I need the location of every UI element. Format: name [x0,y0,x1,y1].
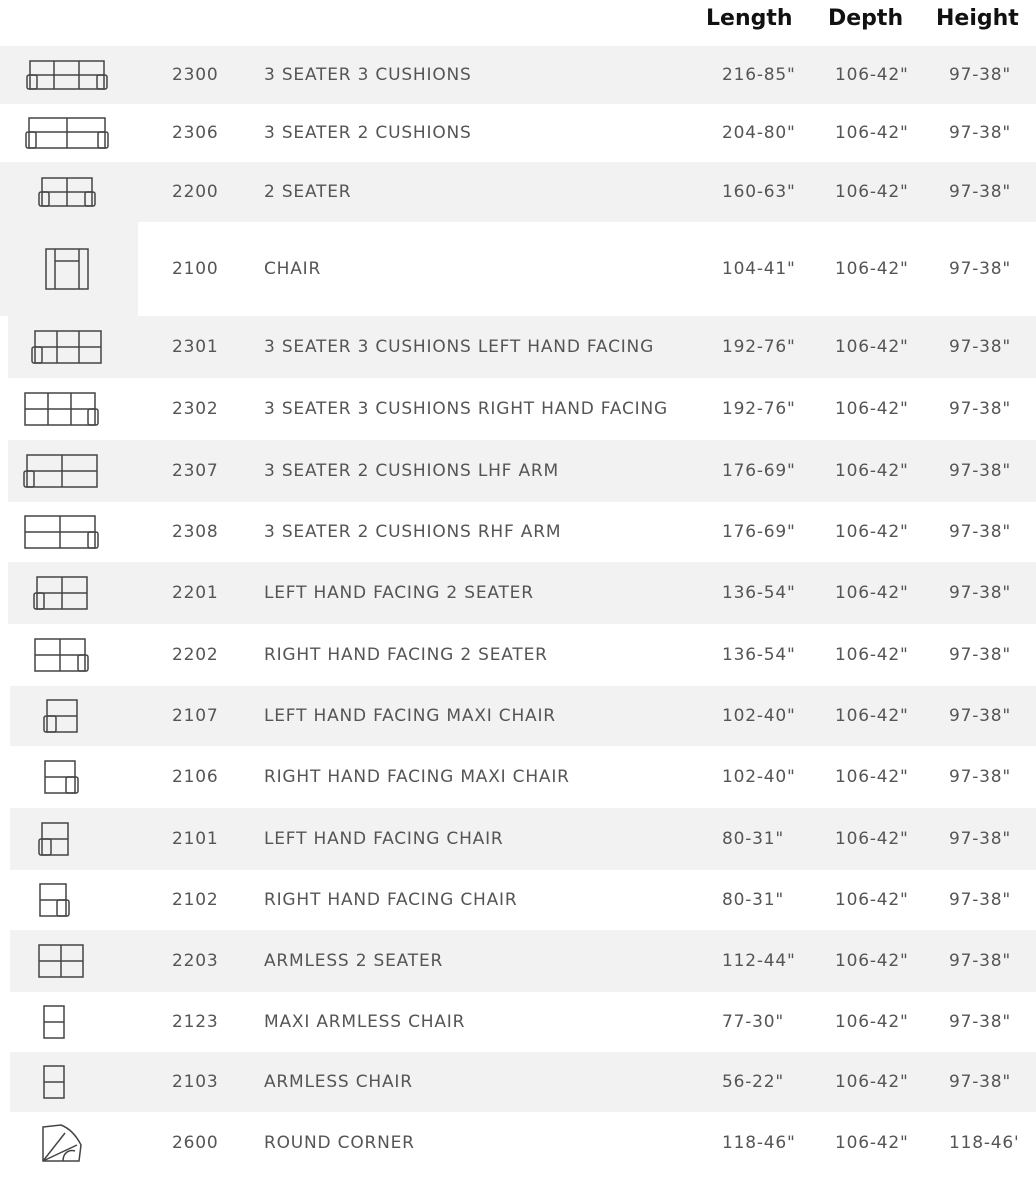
product-description: ARMLESS CHAIR [264,1072,413,1092]
product-code: 2103 [172,1072,219,1092]
product-code: 2301 [172,337,219,357]
depth-value: 106-42" [835,399,909,419]
table-row [0,378,1036,440]
product-code: 2202 [172,645,219,665]
product-code: 2308 [172,522,219,542]
length-value: 192-76" [722,399,796,419]
depth-value: 106-42" [835,829,909,849]
product-code: 2201 [172,583,219,603]
product-code: 2200 [172,182,219,202]
product-code: 2101 [172,829,219,849]
depth-value: 106-42" [835,461,909,481]
maxi-armless-chair-icon [14,992,94,1052]
header-height: Height [936,6,1019,31]
table-row [0,1052,1036,1112]
sofa-3-seater-lhf-icon [14,316,120,378]
height-value: 97-38" [949,829,1012,849]
height-value: 97-38" [949,337,1012,357]
height-value: 97-38" [949,123,1012,143]
product-description: 2 SEATER [264,182,352,202]
sofa-3-seater-2-cushions-rhf-icon [14,502,108,562]
product-description: LEFT HAND FACING 2 SEATER [264,583,534,603]
height-value: 97-38" [949,1012,1012,1032]
depth-value: 106-42" [835,951,909,971]
depth-value: 106-42" [835,65,909,85]
length-value: 216-85" [722,65,796,85]
table-row [0,162,1036,222]
table-header [0,0,1036,46]
sofa-2-seater-icon [14,162,120,222]
length-value: 104-41" [722,259,796,279]
height-value: 97-38" [949,182,1012,202]
chair-icon [14,222,120,316]
product-code: 2600 [172,1133,219,1153]
length-value: 102-40" [722,767,796,787]
product-description: LEFT HAND FACING CHAIR [264,829,504,849]
depth-value: 106-42" [835,1012,909,1032]
height-value: 118-46' [949,1133,1020,1153]
sofa-2-seater-lhf-icon [14,562,108,624]
product-description: CHAIR [264,259,322,279]
table-row [0,562,1036,624]
sofa-3-seater-2-cushions-icon [14,104,120,162]
depth-value: 106-42" [835,259,909,279]
sofa-2-seater-rhf-icon [14,624,108,686]
height-value: 97-38" [949,399,1012,419]
product-description: MAXI ARMLESS CHAIR [264,1012,466,1032]
depth-value: 106-42" [835,1072,909,1092]
round-corner-icon [14,1112,108,1174]
product-code: 2203 [172,951,219,971]
chair-lhf-icon [14,808,94,870]
height-value: 97-38" [949,951,1012,971]
armless-2-seater-icon [14,930,108,992]
product-code: 2123 [172,1012,219,1032]
height-value: 97-38" [949,65,1012,85]
length-value: 112-44" [722,951,796,971]
table-row [0,808,1036,870]
table-row [0,746,1036,808]
table-row [0,1112,1036,1174]
sofa-3-seater-rhf-icon [14,378,108,440]
length-value: 176-69" [722,461,796,481]
table-row [0,46,1036,104]
table-row [0,870,1036,930]
length-value: 118-46" [722,1133,796,1153]
length-value: 192-76" [722,337,796,357]
sofa-3-seater-3-cushions-icon [14,46,120,104]
product-description: 3 SEATER 3 CUSHIONS LEFT HAND FACING [264,337,655,357]
height-value: 97-38" [949,645,1012,665]
product-code: 2307 [172,461,219,481]
product-description: 3 SEATER 3 CUSHIONS [264,65,472,85]
depth-value: 106-42" [835,645,909,665]
product-description: 3 SEATER 3 CUSHIONS RIGHT HAND FACING [264,399,668,419]
depth-value: 106-42" [835,706,909,726]
height-value: 97-38" [949,461,1012,481]
length-value: 56-22" [722,1072,785,1092]
depth-value: 106-42" [835,583,909,603]
chair-rhf-icon [14,870,94,930]
length-value: 80-31" [722,890,785,910]
table-row [0,316,1036,378]
product-code: 2300 [172,65,219,85]
depth-value: 106-42" [835,337,909,357]
depth-value: 106-42" [835,123,909,143]
product-description: LEFT HAND FACING MAXI CHAIR [264,706,556,726]
maxi-chair-lhf-icon [14,686,108,746]
length-value: 102-40" [722,706,796,726]
armless-chair-icon [14,1052,94,1112]
product-description: 3 SEATER 2 CUSHIONS [264,123,472,143]
length-value: 160-63" [722,182,796,202]
height-value: 97-38" [949,767,1012,787]
table-row [0,686,1036,746]
height-value: 97-38" [949,890,1012,910]
product-code: 2302 [172,399,219,419]
product-code: 2106 [172,767,219,787]
table-row [0,992,1036,1052]
product-description: RIGHT HAND FACING CHAIR [264,890,518,910]
sofa-3-seater-2-cushions-lhf-icon [14,440,108,502]
product-code: 2107 [172,706,219,726]
height-value: 97-38" [949,1072,1012,1092]
maxi-chair-rhf-icon [14,746,108,808]
depth-value: 106-42" [835,522,909,542]
table-row [0,930,1036,992]
table-row [0,104,1036,162]
length-value: 136-54" [722,645,796,665]
product-code: 2102 [172,890,219,910]
table-row [0,222,1036,316]
height-value: 97-38" [949,706,1012,726]
depth-value: 106-42" [835,890,909,910]
product-description: 3 SEATER 2 CUSHIONS LHF ARM [264,461,559,481]
height-value: 97-38" [949,522,1012,542]
product-description: ARMLESS 2 SEATER [264,951,444,971]
height-value: 97-38" [949,259,1012,279]
product-description: ROUND CORNER [264,1133,415,1153]
depth-value: 106-42" [835,1133,909,1153]
product-description: RIGHT HAND FACING 2 SEATER [264,645,548,665]
product-code: 2100 [172,259,219,279]
product-description: RIGHT HAND FACING MAXI CHAIR [264,767,570,787]
length-value: 136-54" [722,583,796,603]
product-description: 3 SEATER 2 CUSHIONS RHF ARM [264,522,562,542]
length-value: 204-80" [722,123,796,143]
length-value: 176-69" [722,522,796,542]
product-code: 2306 [172,123,219,143]
length-value: 80-31" [722,829,785,849]
table-row [0,440,1036,502]
length-value: 77-30" [722,1012,785,1032]
depth-value: 106-42" [835,767,909,787]
table-row [0,502,1036,562]
header-length: Length [706,6,793,31]
height-value: 97-38" [949,583,1012,603]
table-row [0,624,1036,686]
header-depth: Depth [828,6,904,31]
depth-value: 106-42" [835,182,909,202]
